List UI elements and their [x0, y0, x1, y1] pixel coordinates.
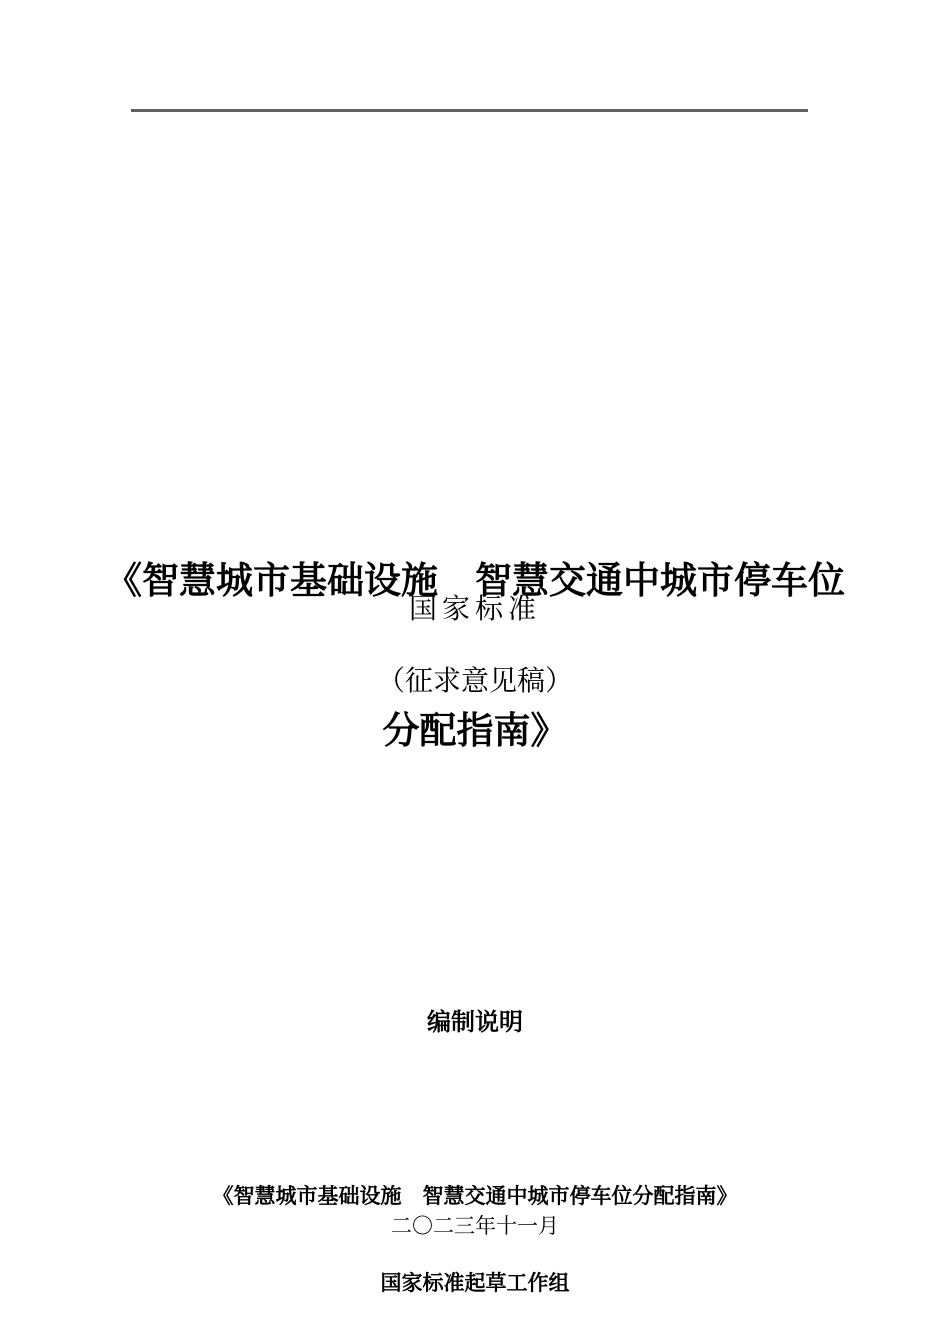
publication-date: 二〇二三年十一月	[391, 1214, 559, 1238]
drafting-group-title-line: 《智慧城市基础设施 智慧交通中城市停车位分配指南》	[212, 1185, 738, 1208]
draft-status-label: （征求意见稿）	[376, 665, 573, 696]
document-title	[0, 456, 950, 856]
title-line-2: 分配指南》	[382, 710, 568, 751]
drafting-group-name-line: 国家标准起草工作组	[380, 1272, 570, 1295]
standard-type-label: 国家标准	[408, 593, 541, 624]
title-line-1: 《智慧城市基础设施 智慧交通中城市停车位	[105, 560, 845, 601]
header-rule	[131, 109, 808, 112]
section-heading: 编制说明	[427, 1009, 523, 1036]
